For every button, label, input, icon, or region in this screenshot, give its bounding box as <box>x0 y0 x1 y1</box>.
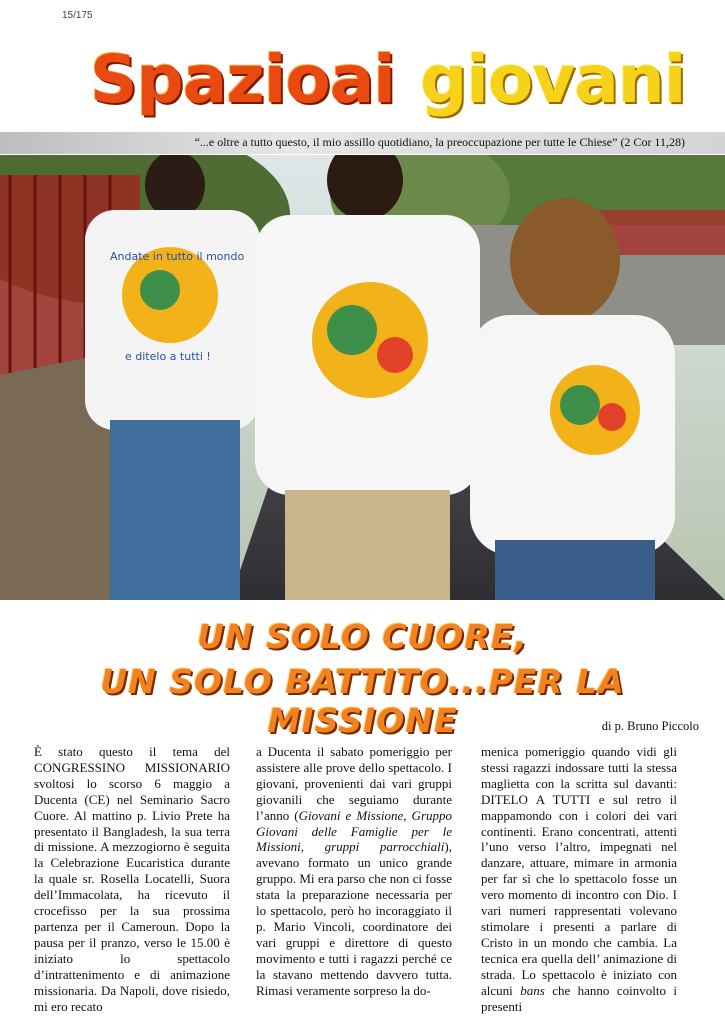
masthead <box>0 28 725 132</box>
column-3-italic: bans <box>520 982 545 998</box>
article-column-2 <box>256 744 452 999</box>
column-2-text-a: a Ducenta il sabato pomeriggio per assistere alle prove dello spettacolo. I giovani, provenienti dai vari gruppi giovanili che seguiamo durante l’anno ( <box>256 744 452 823</box>
column-2-italic: Giovani e Missione, Gruppo Giovani delle Famiglie per le Missioni, gruppi parrocchiali <box>256 807 453 855</box>
cover-photo <box>0 155 725 600</box>
headline-line1: UN SOLO CUORE, <box>197 617 528 656</box>
page-number: 15/175 <box>62 10 93 21</box>
headline-line2: UN SOLO BATTITO...PER LA MISSIONE <box>100 662 625 740</box>
column-3-text <box>481 744 677 1014</box>
article-column-1 <box>34 744 230 1014</box>
column-2-text-b: ), avevano formato un unico grande gruppo. Mi era parso che non ci fosse stata la preparazione necessaria per lo spettacolo, però ho incoraggiato il p. Mario Vincoli, coordinatore dei vari gruppi e direttore di questo movimento e tutti i ragazzi perché ce la stavano mettendo davvero tutta. Rimasi veramente sorpreso la do- <box>256 839 452 998</box>
scripture-quote: “...e oltre a tutto questo, il mio assillo quotidiano, la preoccupazione per tutte le Chiese” (2 Cor 11,28) <box>194 135 685 149</box>
article-column-3 <box>481 744 677 1014</box>
masthead-part2: giovani <box>420 41 686 118</box>
column-1-text: È stato questo il tema del CONGRESSINO MISSIONARIO svoltosi lo scorso 6 maggio a Ducenta (CE) nel Seminario Sacro Cuore. Al mattino p. Livio Prete ha presentato il Bangladesh, la sua terra di missione. A mezzogiorno è seguita la Celebrazione Eucaristica durante la quale sr. Rosella Locatelli, Suora dell’Immacolata, ha ricevuto il crocefisso per la sua prossima partenza per il Cameroun. Dopo la pausa per il pranzo, verso le 15.00 è iniziato lo spettacolo d’intrattenimento e di animazione missionaria. Da Napoli, dove risiedo, mi ero recato <box>34 744 230 1014</box>
shirt-print-line2: e ditelo a tutti ! <box>125 350 211 363</box>
byline: di p. Bruno Piccolo <box>601 719 699 733</box>
photo-illustration <box>0 155 725 600</box>
column-3-text-b: che hanno coinvolto i presenti <box>481 982 678 1014</box>
column-3-text-a: menica pomeriggio quando vidi gli stessi ragazzi indossare tutti la stessa maglietta con la scritta sul davanti: DITELO A TUTTI e sul retro il mappamondo con i colori dei vari continenti. Erano concentrati, attenti l’uno verso l’altro, impegnati nel danzare, attuare, mimare in armonia per far sì che lo spettacolo fosse un vero momento di incontro con Dio. I vari numeri rappresentati volevano stimolare i presenti a parlare di Cristo in un mondo che cambia. La tecnica era quella dell’ animazione di strada. Lo spettacolo è iniziato con alcuni <box>481 744 677 998</box>
column-2-text <box>256 744 452 999</box>
masthead-part1: Spazioai <box>90 41 395 118</box>
shirt-print-line1: Andate in tutto il mondo <box>110 250 245 263</box>
